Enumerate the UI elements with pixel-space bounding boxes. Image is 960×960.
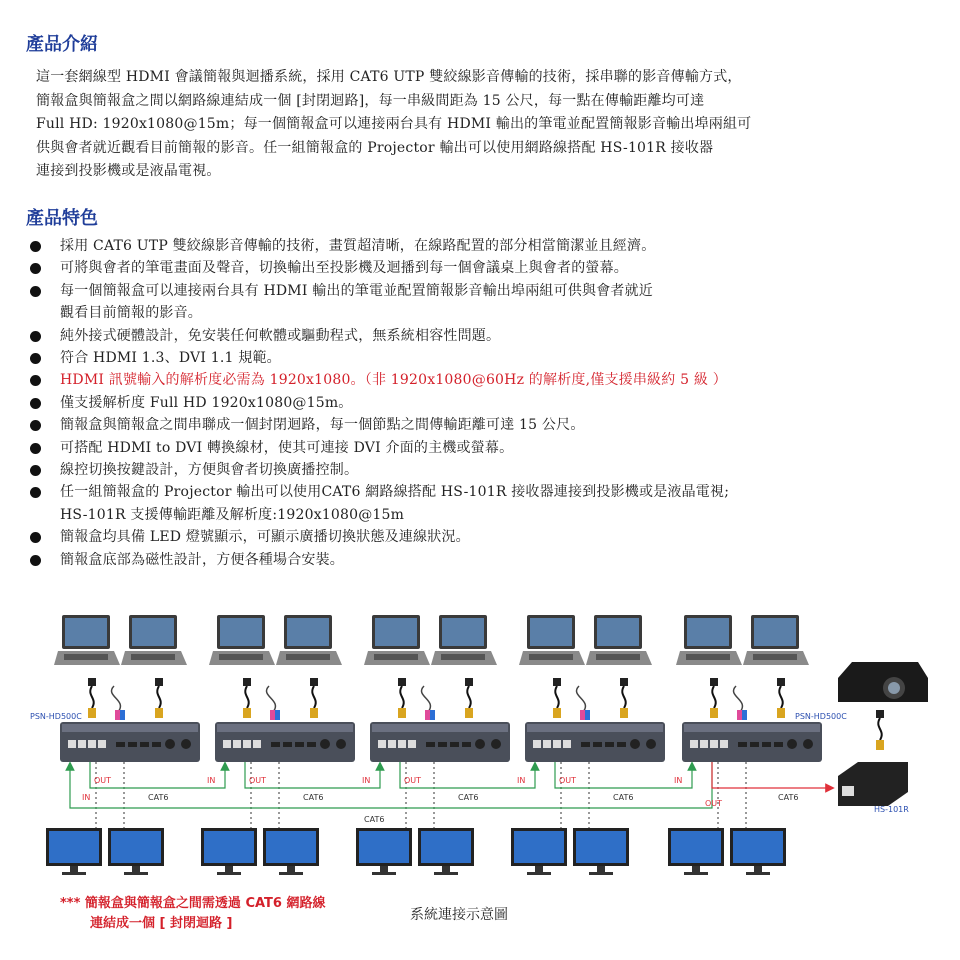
out-label: OUT bbox=[404, 776, 422, 785]
monitor-icon bbox=[730, 828, 786, 875]
feature-text: 可搭配 HDMI to DVI 轉換線材，使其可連接 DVI 介面的主機或螢幕。 bbox=[60, 439, 514, 456]
feature-item bbox=[30, 280, 950, 325]
out-label: OUT bbox=[249, 776, 267, 785]
intro-line: Full HD: 1920x1080@15m；每一個簡報盒可以連接兩台具有 HDMI 輸出的筆電並配置簡報影音輸出埠兩組可 bbox=[36, 116, 752, 132]
feature-text: 純外接式硬體設計，免安裝任何軟體或驅動程式，無系統相容性問題。 bbox=[60, 327, 501, 344]
monitor-icon bbox=[573, 828, 629, 875]
intro-line: 連接到投影機或是液晶電視。 bbox=[36, 163, 221, 179]
feature-text: 採用 CAT6 UTP 雙絞線影音傳輸的技術，畫質超清晰，在線路配置的部分相當簡潔並且經濟。 bbox=[60, 238, 656, 254]
bullet-icon bbox=[30, 263, 41, 274]
features-list bbox=[30, 235, 950, 571]
in-label: IN bbox=[674, 776, 683, 785]
laptop-icon bbox=[276, 615, 342, 665]
monitor-icon bbox=[418, 828, 474, 875]
monitor-icon bbox=[356, 828, 412, 875]
cable-label: CAT6 bbox=[148, 793, 169, 802]
bullet-icon bbox=[30, 487, 41, 498]
feature-item bbox=[30, 414, 950, 436]
in-label: IN bbox=[362, 776, 371, 785]
feature-item bbox=[30, 481, 950, 526]
cable-label: CAT6 bbox=[778, 793, 799, 802]
intro-line: 簡報盒與簡報盒之間以網路線連結成一個 [封閉迴路]，每一串級間距為 15 公尺，每一點在傳輸距離均可達 bbox=[36, 92, 705, 109]
laptop-icon bbox=[121, 615, 187, 665]
feature-text: 簡報盒均具備 LED 燈號顯示，可顯示廣播切換狀態及連線狀況。 bbox=[60, 529, 470, 546]
out-label: OUT bbox=[705, 799, 723, 808]
hdmi-cable-icon bbox=[88, 678, 96, 718]
bullet-icon bbox=[30, 532, 41, 543]
receiver-icon bbox=[838, 762, 908, 806]
monitor-icon bbox=[263, 828, 319, 875]
model-label: PSN-HD500C bbox=[30, 712, 82, 721]
hdmi-cable-icon bbox=[243, 678, 251, 718]
feature-text: 線控切換按鍵設計，方便與會者切換廣播控制。 bbox=[60, 462, 359, 479]
hdmi-cable-icon bbox=[155, 678, 163, 718]
audio-cable-icon bbox=[422, 686, 435, 720]
hdmi-cable-icon bbox=[710, 678, 718, 718]
out-label: OUT bbox=[94, 776, 112, 785]
laptop-icon bbox=[431, 615, 497, 665]
bullet-icon bbox=[30, 555, 41, 566]
bullet-icon bbox=[30, 375, 41, 386]
feature-text: 簡報盒底部為磁性設計，方便各種場合安裝。 bbox=[60, 551, 344, 568]
cable-label: CAT6 bbox=[364, 815, 385, 824]
presentation-box-icon bbox=[60, 722, 200, 762]
feature-text: HDMI 訊號輸入的解析度必需為 1920x1080。（非 1920x1080@60Hz 的解析度,僅支援串級約 5 級 ） bbox=[60, 372, 727, 389]
projector-cat6-line bbox=[712, 762, 830, 788]
projector-icon bbox=[838, 662, 928, 702]
laptop-icon bbox=[676, 615, 742, 665]
intro-line: 供與會者就近觀看目前簡報的影音。任一組簡報盒的 Projector 輸出可以使用網路線搭配 HS-101R 接收器 bbox=[36, 139, 714, 156]
feature-text: 可將與會者的筆電畫面及聲音，切換輸出至投影機及迴播到每一個會議桌上與會者的螢幕。 bbox=[60, 260, 628, 277]
feature-item bbox=[30, 347, 950, 369]
intro-line: 這一套網線型 HDMI 會議簡報與迴播系統，採用 CAT6 UTP 雙絞線影音傳輸的技術，採串聯的影音傳輸方式， bbox=[36, 69, 742, 85]
hdmi-cable-icon bbox=[310, 678, 318, 718]
audio-cable-icon bbox=[577, 686, 590, 720]
bullet-icon bbox=[30, 398, 41, 409]
bullet-icon bbox=[30, 443, 41, 454]
bullet-icon bbox=[30, 465, 41, 476]
bullet-icon bbox=[30, 241, 41, 252]
audio-cable-icon bbox=[112, 686, 125, 720]
monitor-icon bbox=[201, 828, 257, 875]
closed-loop-note bbox=[60, 894, 325, 934]
laptop-icon bbox=[209, 615, 275, 665]
features-heading: 產品特色 bbox=[26, 208, 98, 229]
diagram-caption: 系統連接示意圖 bbox=[410, 907, 508, 923]
monitor-icon bbox=[46, 828, 102, 875]
hdmi-cable-icon bbox=[876, 710, 884, 750]
in-label: IN bbox=[207, 776, 216, 785]
feature-item bbox=[30, 526, 950, 548]
feature-text: 任一組簡報盒的 Projector 輸出可以使用CAT6 網路線搭配 HS-101R 接收器連接到投影機或是液晶電視; bbox=[60, 484, 730, 501]
feature-text: 每一個簡報盒可以連接兩台具有 HDMI 輸出的筆電並配置簡報影音輸出埠兩組可供與會者就近 bbox=[60, 282, 653, 299]
feature-item bbox=[30, 257, 950, 279]
hdmi-cable-icon bbox=[553, 678, 561, 718]
intro-paragraph bbox=[36, 66, 946, 184]
hdmi-cable-icon bbox=[465, 678, 473, 718]
laptop-icon bbox=[586, 615, 652, 665]
feature-text: HS-101R 支援傳輸距離及解析度:1920x1080@15m bbox=[60, 506, 405, 523]
feature-item bbox=[30, 392, 950, 414]
bullet-icon bbox=[30, 331, 41, 342]
note-line: 連結成一個 [ 封閉迴路 ] bbox=[90, 916, 233, 931]
monitor-icon bbox=[668, 828, 724, 875]
hdmi-cable-icon bbox=[620, 678, 628, 718]
feature-text: 觀看目前簡報的影音。 bbox=[60, 305, 202, 322]
feature-item bbox=[30, 235, 950, 257]
presentation-box-icon bbox=[370, 722, 510, 762]
bullet-icon bbox=[30, 420, 41, 431]
laptop-icon bbox=[519, 615, 585, 665]
laptop-icon bbox=[364, 615, 430, 665]
feature-text: 僅支援解析度 Full HD 1920x1080@15m。 bbox=[60, 394, 353, 411]
presentation-box-icon bbox=[525, 722, 665, 762]
hdmi-cable-icon bbox=[398, 678, 406, 718]
feature-item bbox=[30, 369, 950, 391]
monitor-icon bbox=[511, 828, 567, 875]
audio-cable-icon bbox=[734, 686, 747, 720]
feature-text: 簡報盒與簡報盒之間串聯成一個封閉迴路，每一個節點之間傳輸距離可達 15 公尺。 bbox=[60, 417, 585, 434]
in-label: IN bbox=[517, 776, 526, 785]
bullet-icon bbox=[30, 353, 41, 364]
receiver-label: HS-101R bbox=[874, 805, 909, 814]
audio-cable-icon bbox=[267, 686, 280, 720]
system-connection-diagram bbox=[0, 610, 960, 890]
feature-item bbox=[30, 437, 950, 459]
cable-label: CAT6 bbox=[613, 793, 634, 802]
cable-label: CAT6 bbox=[458, 793, 479, 802]
intro-heading: 產品介紹 bbox=[26, 34, 98, 55]
presentation-box-icon bbox=[215, 722, 355, 762]
in-label: IN bbox=[82, 793, 91, 802]
hdmi-cable-icon bbox=[777, 678, 785, 718]
feature-item bbox=[30, 325, 950, 347]
feature-text: 符合 HDMI 1.3、DVI 1.1 規範。 bbox=[60, 350, 281, 367]
out-label: OUT bbox=[559, 776, 577, 785]
bullet-icon bbox=[30, 286, 41, 297]
cable-label: CAT6 bbox=[303, 793, 324, 802]
note-line: *** 簡報盒與簡報盒之間需透過 CAT6 網路線 bbox=[60, 896, 326, 911]
presentation-box-icon bbox=[682, 722, 822, 762]
laptop-icon bbox=[54, 615, 120, 665]
model-label: PSN-HD500C bbox=[795, 712, 847, 721]
feature-item bbox=[30, 459, 950, 481]
feature-item bbox=[30, 549, 950, 571]
monitor-icon bbox=[108, 828, 164, 875]
laptop-icon bbox=[743, 615, 809, 665]
